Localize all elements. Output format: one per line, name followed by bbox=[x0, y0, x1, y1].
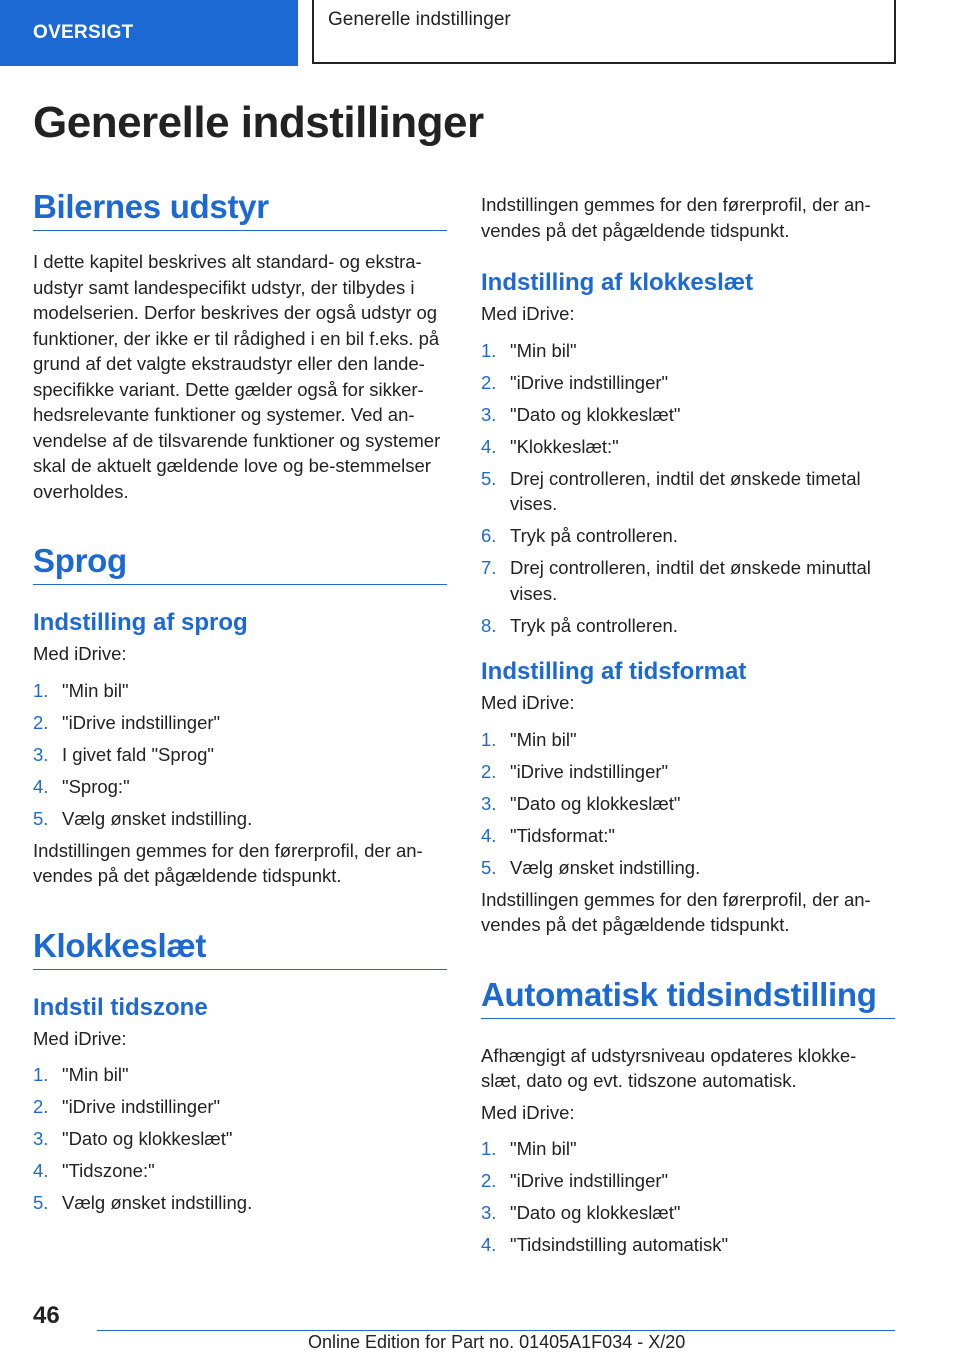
subsection-title-timezone: Indstil tidszone bbox=[33, 993, 208, 1021]
list-item: 8. Tryk på controlleren. bbox=[481, 614, 678, 636]
left-column bbox=[33, 188, 447, 1222]
automatic-time-intro: Med iDrive: bbox=[481, 1101, 575, 1123]
footer-divider bbox=[97, 1330, 895, 1331]
list-item: 6. Tryk på controlleren. bbox=[481, 525, 678, 546]
list-item: 1. "Min bil" bbox=[33, 1064, 129, 1085]
list-item: 3. "Dato og klokkeslæt" bbox=[481, 792, 681, 814]
list-item: 2. "iDrive indstillinger" bbox=[481, 760, 669, 782]
language-intro: Med iDrive: bbox=[33, 643, 127, 664]
list-item: 3. "Dato og klokkeslæt" bbox=[481, 403, 681, 425]
automatic-time-steps bbox=[481, 1136, 895, 1258]
time-format-intro: Med iDrive: bbox=[481, 692, 575, 713]
list-item: 4. "Klokkeslæt:" bbox=[481, 435, 619, 457]
set-time-steps bbox=[481, 338, 895, 639]
list-item: 1. "Min bil" bbox=[33, 679, 129, 701]
list-item: 1. "Min bil" bbox=[481, 339, 577, 361]
list-item: 1. "Min bil" bbox=[481, 728, 577, 750]
list-item: 2. "iDrive indstillinger" bbox=[33, 1096, 221, 1117]
section-title-language: Sprog bbox=[33, 542, 447, 585]
language-note: Indstillingen gemmes for den førerprofil, der an-vendes på det pågældende tidspunkt. bbox=[33, 839, 423, 886]
list-item: 7. Drej controlleren, indtil det ønskede minuttal vises. bbox=[481, 557, 871, 604]
edition-footer: Online Edition for Part no. 01405A1F034 - X/20 bbox=[308, 1332, 686, 1352]
automatic-time-paragraph: Afhængigt af udstyrsniveau opdateres klokke-slæt, dato og evt. tidszone automatisk. bbox=[481, 1044, 857, 1091]
time-format-steps bbox=[481, 727, 895, 881]
list-item: 4. "Tidsformat:" bbox=[481, 824, 615, 846]
section-title-equipment: Bilernes udstyr bbox=[33, 188, 447, 231]
set-time-intro: Med iDrive: bbox=[481, 303, 575, 324]
current-chapter-label: Generelle indstillinger bbox=[328, 9, 511, 30]
list-item: 3. "Dato og klokkeslæt" bbox=[33, 1128, 233, 1149]
time-format-note: Indstillingen gemmes for den førerprofil, der an-vendes på det pågældende tidspunkt. bbox=[481, 888, 871, 935]
list-item: 2. "iDrive indstillinger" bbox=[481, 371, 669, 393]
page-number: 46 bbox=[33, 1302, 60, 1329]
timezone-intro: Med iDrive: bbox=[33, 1027, 127, 1049]
list-item: 2. "iDrive indstillinger" bbox=[481, 1170, 669, 1191]
current-chapter-tab bbox=[312, 0, 896, 64]
section-title-automatic-time: Automatisk tidsindstilling bbox=[481, 976, 895, 1019]
language-note-continued: Indstillingen gemmes for den førerprofil, der an-vendes på det pågældende tidspunkt. bbox=[481, 194, 871, 241]
equipment-paragraph: I dette kapitel beskrives alt standard- og ekstra-udstyr samt landespecifikt udstyr, der tilbydes i modelserien. Derfor beskrives der også udstyr og funktioner, der ikke er til rådighed i en bil f.eks. på grund af det valgte ekstraudstyr eller den lande-specifikke variant. Dette gælder også for sikker-hedsrelevante funktioner og systemer. Ved an-vendelse af de tilsvarende funktioner og systemer skal de aktuelt gældende love og be-stemmelser overholdes. bbox=[33, 251, 441, 502]
list-item: 1. "Min bil" bbox=[481, 1138, 577, 1159]
right-column bbox=[481, 192, 895, 1264]
list-item: 5. Vælg ønsket indstilling. bbox=[481, 856, 701, 878]
page-title: Generelle indstillinger bbox=[33, 98, 484, 147]
list-item: 4. "Tidsindstilling automatisk" bbox=[481, 1234, 729, 1255]
list-item: 4. "Sprog:" bbox=[33, 775, 130, 797]
subsection-title-time-format: Indstilling af tidsformat bbox=[481, 658, 747, 685]
list-item: 5. Drej controlleren, indtil det ønskede timetal vises. bbox=[481, 467, 861, 514]
subsection-title-set-language: Indstilling af sprog bbox=[33, 609, 248, 636]
page-header bbox=[0, 0, 960, 66]
list-item: 4. "Tidszone:" bbox=[33, 1160, 155, 1181]
section-tab-overview[interactable]: OVERSIGT bbox=[0, 0, 298, 66]
subsection-title-set-time: Indstilling af klokkeslæt bbox=[481, 269, 754, 296]
language-steps bbox=[33, 678, 447, 832]
list-item: 3. I givet fald "Sprog" bbox=[33, 743, 214, 765]
list-item: 5. Vælg ønsket indstilling. bbox=[33, 807, 253, 829]
list-item: 5. Vælg ønsket indstilling. bbox=[33, 1192, 253, 1213]
list-item: 3. "Dato og klokkeslæt" bbox=[481, 1202, 681, 1223]
timezone-steps bbox=[33, 1062, 447, 1216]
list-item: 2. "iDrive indstillinger" bbox=[33, 711, 221, 733]
section-title-clock: Klokkeslæt bbox=[33, 927, 447, 970]
